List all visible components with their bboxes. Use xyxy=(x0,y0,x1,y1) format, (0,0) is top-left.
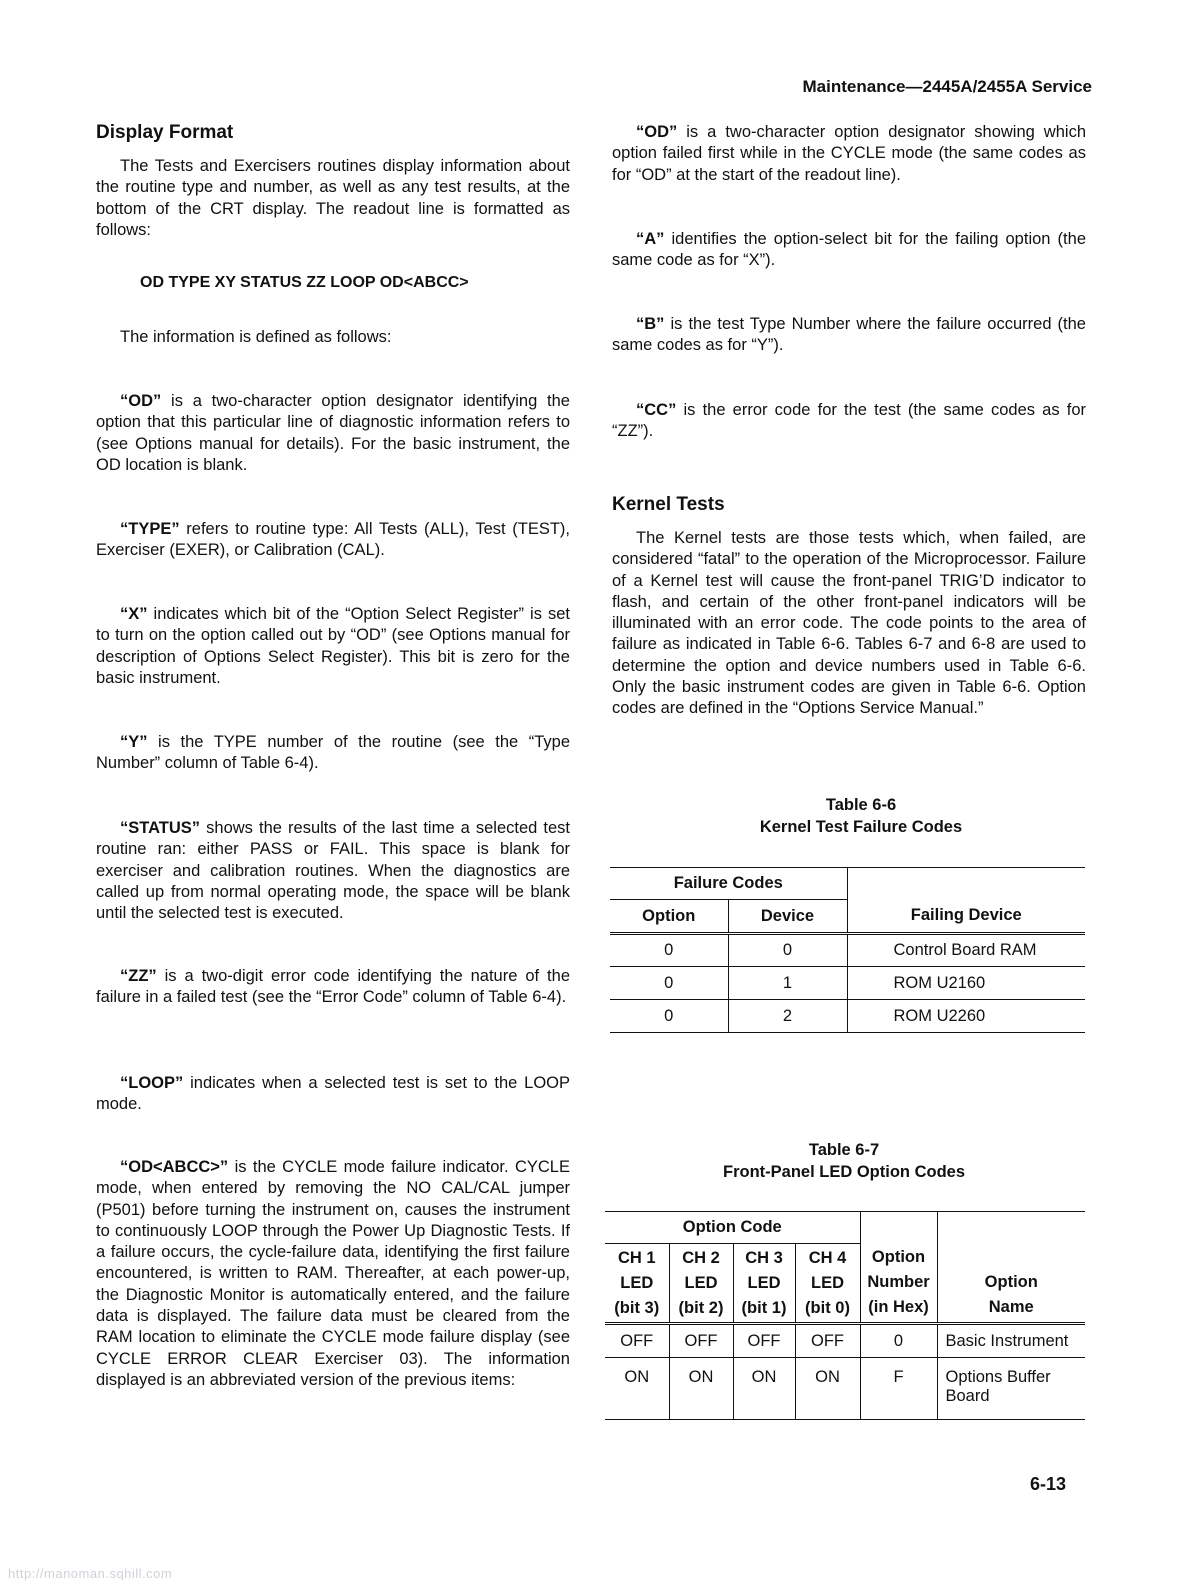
table66-col-option: Option xyxy=(610,900,728,934)
item-text: is the error code for the test (the same codes as for “ZZ”). xyxy=(612,401,1086,441)
table67-empty-header-2 xyxy=(937,1212,1085,1244)
item-text: is a two-character option designator showing which option failed first while in the CYCLE mode (the same codes as for “OD” at the start of the readout line). xyxy=(612,123,1086,184)
table67-group-header: Option Code xyxy=(605,1212,860,1244)
cell-failing-device: ROM U2260 xyxy=(893,1006,986,1025)
cell-ch2: OFF xyxy=(669,1324,733,1358)
item-term: “TYPE” xyxy=(120,520,180,538)
header-line: CH 4 xyxy=(808,1248,847,1267)
cell-device: 2 xyxy=(728,1000,847,1033)
cell-device: 0 xyxy=(728,934,847,967)
item-text: is the test Type Number where the failure occurred (the same codes as for “Y”). xyxy=(612,315,1086,355)
item-term: “STATUS” xyxy=(120,819,201,837)
cell-number: 0 xyxy=(860,1324,937,1358)
table66-empty-header xyxy=(847,868,1085,900)
item-term: “B” xyxy=(636,315,665,333)
table66-col-device: Device xyxy=(728,900,847,934)
header-line: (in Hex) xyxy=(868,1298,929,1317)
table66-group-header: Failure Codes xyxy=(610,868,847,900)
cell-ch2: ON xyxy=(669,1358,733,1420)
r-item-od xyxy=(612,122,1086,186)
cell-option: 0 xyxy=(610,1000,728,1033)
item-term: “OD<ABCC>” xyxy=(120,1158,229,1176)
item-text: shows the results of the last time a selected test routine ran: either PASS or FAIL. This space is blank for exerciser and calibration routines. When the diagnostics are called up from normal operating mode, the space will be blank until the selected test is executed. xyxy=(96,819,570,923)
table67-empty-header xyxy=(860,1212,937,1244)
item-term: “OD” xyxy=(120,392,162,410)
table66-number: Table 6-6 xyxy=(825,796,897,814)
cell-ch3: OFF xyxy=(733,1324,795,1358)
running-head: Maintenance—2445A/2455A Service xyxy=(802,77,1092,96)
cell-failing-device: ROM U2160 xyxy=(893,973,986,992)
item-x xyxy=(96,604,570,689)
table-row xyxy=(610,934,1085,967)
defined-text: The information is defined as follows: xyxy=(120,328,392,346)
table66-col-failing: Failing Device xyxy=(910,906,1022,925)
table-row xyxy=(610,967,1085,1000)
kernel-text: The Kernel tests are those tests which, when failed, are considered “fatal” to the operation of the Microprocessor. Failure of a Kernel test will cause the front-panel TRIG’D indicator to flash, and certain of the other front-panel indicators will be illuminated with an error code. The code points to the area of failure as indicated in Table 6-6. Tables 6-7 and 6-8 are used to determine the option and device numbers used in Table 6-6. Only the basic instrument codes are given in Table 6-6. Option codes are defined in the “Options Service Manual.” xyxy=(612,529,1086,718)
header-line: (bit 1) xyxy=(741,1298,787,1317)
header-line: Name xyxy=(988,1298,1034,1316)
table-row xyxy=(610,1000,1085,1033)
item-term: “OD” xyxy=(636,123,678,141)
cell-ch4: ON xyxy=(795,1358,860,1420)
table-row xyxy=(605,1324,1085,1358)
item-type xyxy=(96,519,570,562)
cell-number: F xyxy=(860,1358,937,1420)
table67 xyxy=(605,1211,1085,1420)
item-y xyxy=(96,732,570,775)
header-line: CH 3 xyxy=(745,1248,783,1267)
intro-text: The Tests and Exercisers routines display information about the routine type and number, as well as any test results, at the bottom of the CRT display. The readout line is formatted as follows: xyxy=(96,157,570,239)
section-title-display-format: Display Format xyxy=(96,122,234,143)
item-loop xyxy=(96,1073,570,1116)
header-line: LED xyxy=(620,1273,654,1292)
format-line: OD TYPE XY STATUS ZZ LOOP OD<ABCC> xyxy=(140,274,469,291)
header-line: LED xyxy=(684,1273,718,1292)
table67-col-ch1 xyxy=(605,1244,669,1324)
cell-ch4: OFF xyxy=(795,1324,860,1358)
item-text: is a two-character option designator identifying the option that this particular line of diagnostic information refers to (see Options manual for details). For the basic instrument, the OD location is blank. xyxy=(96,392,570,474)
table67-title: Front-Panel LED Option Codes xyxy=(723,1163,965,1181)
item-term: “ZZ” xyxy=(120,967,157,985)
header-line: Number xyxy=(867,1273,930,1292)
cell-ch1: ON xyxy=(605,1358,669,1420)
cell-failing-device: Control Board RAM xyxy=(893,941,1037,959)
kernel-paragraph xyxy=(612,528,1086,720)
header-line: LED xyxy=(747,1273,781,1292)
page-number: 6-13 xyxy=(1030,1474,1067,1494)
table67-caption xyxy=(594,1139,1094,1183)
table-row xyxy=(605,1358,1085,1420)
r-item-cc xyxy=(612,400,1086,443)
intro-paragraph xyxy=(96,156,570,241)
item-od-abcc xyxy=(96,1157,570,1391)
item-text: indicates when a selected test is set to the LOOP mode. xyxy=(96,1074,570,1114)
item-text: indicates which bit of the “Option Select Register” is set to turn on the option called out by “OD” (see Options manual for description of Options Select Register). This bit is zero for the basic instrument. xyxy=(96,605,570,687)
table67-grid xyxy=(605,1211,1085,1420)
table67-col-name xyxy=(937,1244,1085,1324)
item-term: “X” xyxy=(120,605,148,623)
section-title-kernel-tests: Kernel Tests xyxy=(612,494,725,515)
header-line: (bit 3) xyxy=(614,1298,660,1317)
item-term: “LOOP” xyxy=(120,1074,184,1092)
table66 xyxy=(610,867,1085,1033)
table67-col-ch3 xyxy=(733,1244,795,1324)
cell-name: Options Buffer Board xyxy=(945,1368,1051,1405)
item-zz xyxy=(96,966,570,1009)
table67-col-ch2 xyxy=(669,1244,733,1324)
item-term: “Y” xyxy=(120,733,148,751)
table66-caption xyxy=(612,794,1110,838)
table66-title: Kernel Test Failure Codes xyxy=(759,818,963,836)
header-line: (bit 2) xyxy=(678,1298,724,1317)
cell-device: 1 xyxy=(728,967,847,1000)
watermark-url: http://manoman.sqhill.com xyxy=(8,1566,173,1581)
r-item-a xyxy=(612,229,1086,272)
item-term: “CC” xyxy=(636,401,677,419)
table67-number: Table 6-7 xyxy=(808,1141,880,1159)
cell-option: 0 xyxy=(610,934,728,967)
cell-name: Basic Instrument xyxy=(945,1331,1069,1350)
item-term: “A” xyxy=(636,230,665,248)
item-text: refers to routine type: All Tests (ALL), Test (TEST), Exerciser (EXER), or Calibration (CAL). xyxy=(96,520,570,560)
header-line: CH 2 xyxy=(682,1248,720,1267)
table66-grid xyxy=(610,867,1085,1033)
cell-ch1: OFF xyxy=(605,1324,669,1358)
item-od xyxy=(96,391,570,476)
r-item-b xyxy=(612,314,1086,357)
item-text: is the CYCLE mode failure indicator. CYCLE mode, when entered by removing the NO CAL/CAL jumper (P501) before turning the instrument on, causes the instrument to continuously LOOP through the Power Up Diagnostic Tests. If a failure occurs, the cycle-failure data, identifying the first failure encountered, is written to RAM. Thereafter, at each power-up, the Diagnostic Monitor is automatically entered, and the failure data is displayed. The failure data must be cleared from the RAM location to eliminate the CYCLE mode failure display (see CYCLE ERROR CLEAR Exerciser 03). The information displayed is an abbreviated version of the previous items: xyxy=(96,1158,570,1389)
header-line: Option xyxy=(871,1248,926,1267)
cell-ch3: ON xyxy=(733,1358,795,1420)
defined-paragraph xyxy=(96,327,570,348)
table67-col-ch4 xyxy=(795,1244,860,1324)
header-line: (bit 0) xyxy=(805,1298,850,1317)
item-status xyxy=(96,818,570,924)
table67-col-number xyxy=(860,1244,937,1324)
cell-option: 0 xyxy=(610,967,728,1000)
header-line: Option xyxy=(984,1273,1038,1291)
item-text: is the TYPE number of the routine (see the “Type Number” column of Table 6-4). xyxy=(96,733,570,773)
item-text: is a two-digit error code identifying the nature of the failure in a failed test (see the “Error Code” column of Table 6-4). xyxy=(96,967,570,1007)
header-line: CH 1 xyxy=(617,1248,656,1267)
item-text: identifies the option-select bit for the failing option (the same code as for “X”). xyxy=(612,230,1086,270)
header-line: LED xyxy=(811,1273,844,1292)
